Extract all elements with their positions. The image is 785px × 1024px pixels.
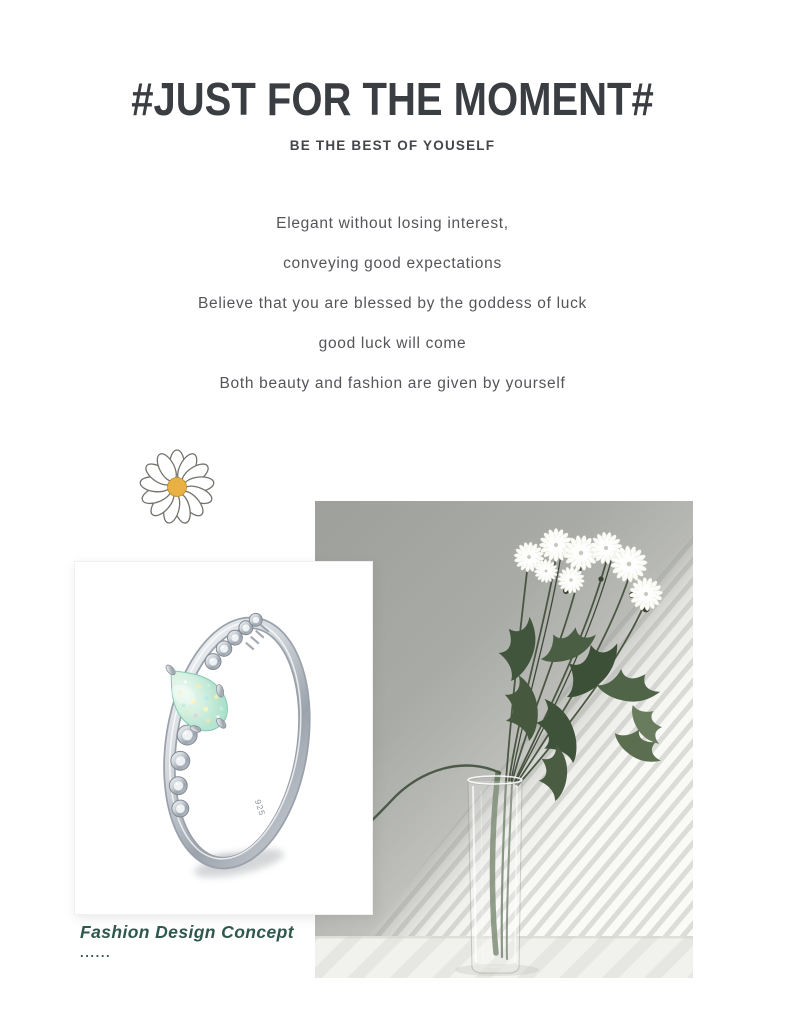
poem-line-1: Elegant without losing interest,	[276, 215, 509, 232]
poem-line-2: conveying good expectations	[283, 255, 502, 272]
page-title: #JUST FOR THE MOMENT#	[131, 73, 654, 125]
caption-dots: ......	[80, 945, 112, 960]
page-subtitle: BE THE BEST OF YOUSELF	[289, 138, 496, 153]
poem-line-5: Both beauty and fashion are given by yourself	[219, 375, 566, 392]
daisy-center	[168, 478, 187, 497]
daisy-icon	[135, 445, 219, 529]
poem-line-3: Believe that you are blessed by the goddess of luck	[198, 295, 587, 312]
ring-photo-card	[74, 561, 373, 915]
glass-vase	[468, 776, 522, 973]
caption-text: Fashion Design Concept	[80, 922, 294, 942]
poem-block	[0, 204, 785, 404]
poem-line-4: good luck will come	[318, 335, 467, 352]
ring-stamp-925: 925	[252, 798, 268, 818]
ring-band	[153, 613, 320, 873]
